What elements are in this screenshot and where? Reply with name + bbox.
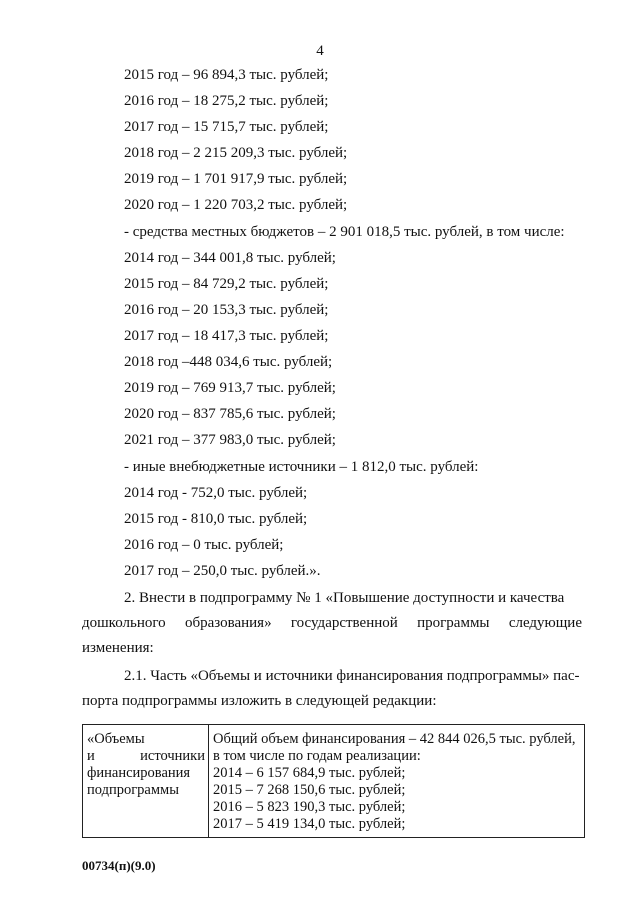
funding-line: 2020 год – 837 785,6 тыс. рублей; xyxy=(124,406,336,422)
label-line: финансирования xyxy=(87,765,191,781)
paragraph-2-line3: изменения: xyxy=(82,640,154,656)
funding-line: 2015 год – 84 729,2 тыс. рублей; xyxy=(124,276,329,292)
funding-source-local: - средства местных бюджетов – 2 901 018,5 тыс. рублей, в том числе: xyxy=(124,224,565,240)
value-line: Общий объем финансирования – 42 844 026,5 тыс. рублей, xyxy=(213,731,576,747)
funding-line: 2017 год – 15 715,7 тыс. рублей; xyxy=(124,119,329,135)
funding-line: 2018 год – 2 215 209,3 тыс. рублей; xyxy=(124,145,348,161)
document-code: 00734(п)(9.0) xyxy=(82,858,156,873)
funding-line: 2016 год – 0 тыс. рублей; xyxy=(124,537,284,553)
page-number: 4 xyxy=(316,43,324,59)
funding-line: 2014 год – 344 001,8 тыс. рублей; xyxy=(124,250,336,266)
funding-line: 2014 год - 752,0 тыс. рублей; xyxy=(124,485,308,501)
value-line: 2015 – 7 268 150,6 тыс. рублей; xyxy=(213,782,406,798)
value-line: в том числе по годам реализации: xyxy=(213,748,421,764)
funding-line: 2019 год – 769 913,7 тыс. рублей; xyxy=(124,380,336,396)
table-cell-label xyxy=(83,725,209,838)
funding-line: 2019 год – 1 701 917,9 тыс. рублей; xyxy=(124,171,348,187)
funding-source-extrabudgetary: - иные внебюджетные источники – 1 812,0 тыс. рублей: xyxy=(124,459,479,475)
passport-table xyxy=(82,724,585,838)
funding-line: 2016 год – 18 275,2 тыс. рублей; xyxy=(124,93,329,109)
label-word: источники xyxy=(140,748,205,764)
paragraph-2-line2: дошкольного образования» государственной программы следующие xyxy=(82,615,582,631)
value-line: 2014 – 6 157 684,9 тыс. рублей; xyxy=(213,765,406,781)
label-line: «Объемы xyxy=(87,731,145,747)
value-line: 2017 – 5 419 134,0 тыс. рублей; xyxy=(213,816,406,832)
funding-line: 2021 год – 377 983,0 тыс. рублей; xyxy=(124,432,336,448)
funding-line: 2016 год – 20 153,3 тыс. рублей; xyxy=(124,302,329,318)
label-line xyxy=(87,748,205,765)
funding-line: 2015 год - 810,0 тыс. рублей; xyxy=(124,511,308,527)
funding-line: 2018 год –448 034,6 тыс. рублей; xyxy=(124,354,333,370)
label-word: и xyxy=(87,748,95,764)
funding-line: 2017 год – 250,0 тыс. рублей.». xyxy=(124,563,321,579)
funding-line: 2015 год – 96 894,3 тыс. рублей; xyxy=(124,67,329,83)
label-line: подпрограммы xyxy=(87,782,179,798)
table-cell-values xyxy=(209,725,585,838)
funding-line: 2020 год – 1 220 703,2 тыс. рублей; xyxy=(124,197,348,213)
paragraph-2-1-line1: 2.1. Часть «Объемы и источники финансирования подпрограммы» пас- xyxy=(124,668,580,684)
paragraph-2-1-line2: порта подпрограммы изложить в следующей редакции: xyxy=(82,693,437,709)
funding-line: 2017 год – 18 417,3 тыс. рублей; xyxy=(124,328,329,344)
table-row xyxy=(83,725,585,838)
paragraph-2-line1: 2. Внести в подпрограмму № 1 «Повышение доступности и качества xyxy=(124,590,565,606)
value-line: 2016 – 5 823 190,3 тыс. рублей; xyxy=(213,799,406,815)
